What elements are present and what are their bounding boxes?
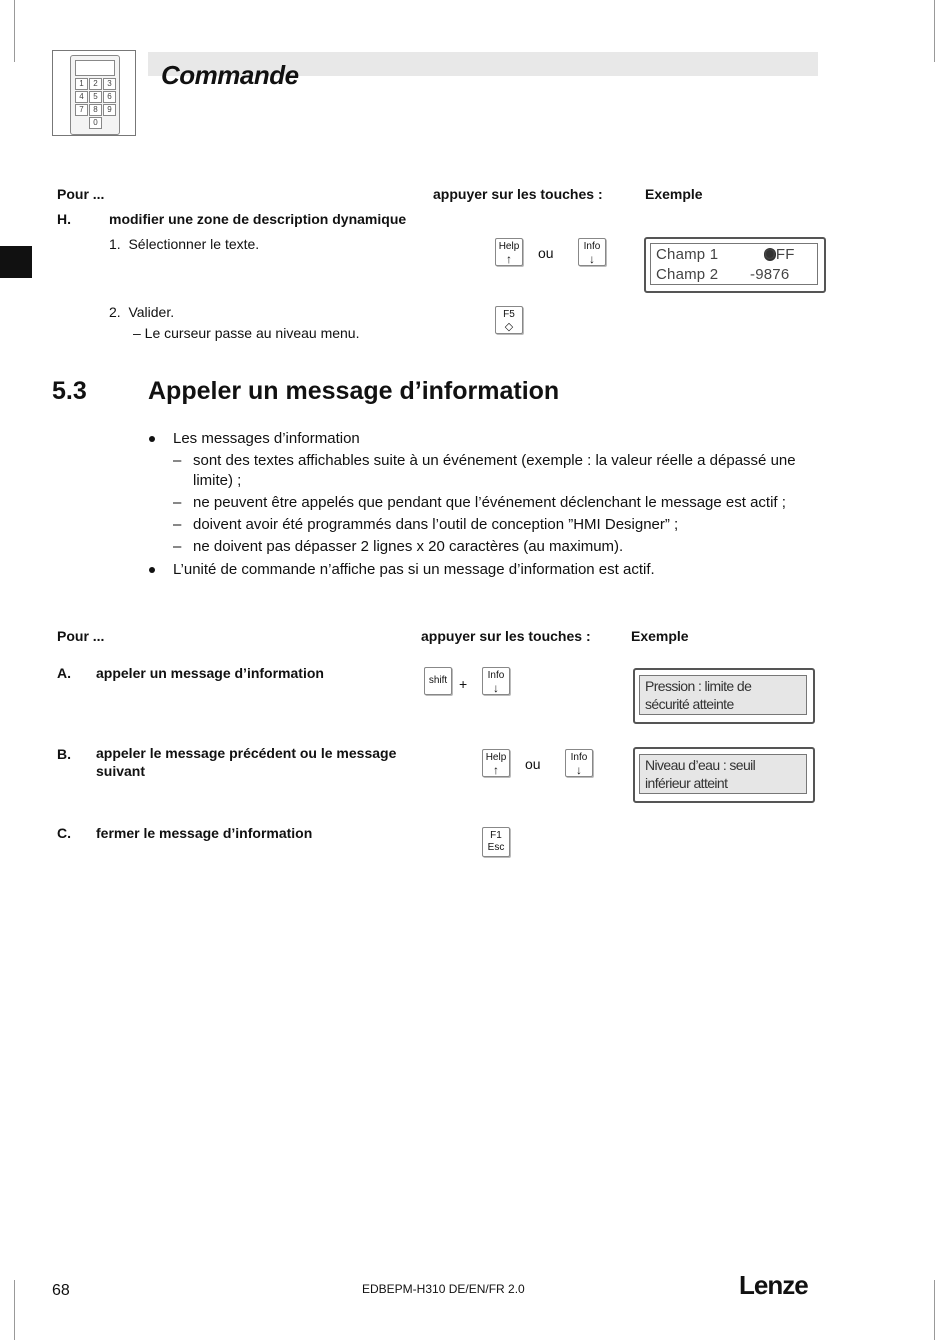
bullet-dot: [149, 436, 155, 442]
keypad-key: 5: [89, 91, 102, 103]
keypad-key: 9: [103, 104, 116, 116]
row-b-text-line2: suivant: [96, 763, 146, 779]
lcd-line2-label: Champ 2: [656, 266, 719, 283]
crop-mark-bottom-left: [14, 1280, 15, 1340]
row-h-title: modifier une zone de description dynamique: [109, 211, 407, 227]
esc-key-label: Esc: [487, 842, 505, 853]
chapter-tab-marker: [0, 246, 32, 278]
help-key[interactable]: [495, 238, 523, 266]
lcd-message-line1: Niveau d’eau : seuil: [645, 757, 756, 773]
f1-esc-key[interactable]: [482, 827, 510, 857]
dash-mark: –: [173, 538, 182, 555]
bullet2-text: L’unité de commande n’affiche pas si un message d’information est actif.: [173, 561, 655, 578]
keypad-key: 2: [89, 78, 102, 90]
f1-key-label: F1: [490, 830, 502, 841]
lcd-display-example-h: [644, 237, 826, 293]
row-b-letter: B.: [57, 746, 71, 762]
bullet-dot: [149, 567, 155, 573]
dash-item-1: sont des textes affichables suite à un événement (exemple : la valeur réelle a dépassé une: [193, 452, 796, 469]
plus-label: +: [459, 676, 468, 692]
dash-item-3: doivent avoir été programmés dans l’outil de conception ”HMI Designer” ;: [193, 516, 679, 533]
lcd-message-line2: sécurité atteinte: [645, 696, 734, 712]
table1-col-keys: appuyer sur les touches :: [433, 186, 603, 202]
page-title: Commande: [161, 60, 299, 90]
or-label: ou: [538, 245, 554, 261]
row-h-step1: 1. Sélectionner le texte.: [109, 236, 260, 252]
row-h-step2-note: – Le curseur passe au niveau menu.: [133, 325, 360, 341]
dash-item-4: ne doivent pas dépasser 2 lignes x 20 caractères (au maximum).: [193, 538, 624, 555]
table2-col-example: Exemple: [631, 628, 689, 644]
f5-key[interactable]: [495, 306, 523, 334]
enter-diamond-icon: ◇: [504, 321, 514, 333]
section-number: 5.3: [52, 377, 87, 405]
dash-mark: –: [173, 516, 182, 533]
info-key[interactable]: [482, 667, 510, 695]
dash-mark: –: [173, 452, 182, 469]
info-key-label: Info: [570, 752, 588, 763]
row-h-letter: H.: [57, 211, 71, 227]
help-key-label: Help: [485, 752, 507, 763]
dash-mark: –: [173, 494, 182, 511]
row-a-letter: A.: [57, 665, 71, 681]
info-key[interactable]: [578, 238, 606, 266]
row-b-text-line1: appeler le message précédent ou le message: [96, 745, 397, 761]
keypad-key: 1: [75, 78, 88, 90]
shift-key[interactable]: [424, 667, 452, 695]
table1-col-pour: Pour ...: [57, 186, 105, 202]
help-key[interactable]: [482, 749, 510, 777]
info-key[interactable]: [565, 749, 593, 777]
f5-key-label: F5: [503, 309, 515, 320]
doc-code: EDBEPM-H310 DE/EN/FR 2.0: [362, 1282, 525, 1296]
arrow-down-icon: ↓: [589, 252, 595, 266]
row-c-letter: C.: [57, 825, 71, 841]
lcd-line2-value: -9876: [750, 266, 790, 283]
section-title: Appeler un message d’information: [148, 377, 560, 405]
keypad-icon: [52, 50, 136, 136]
row-c-text: fermer le message d’information: [96, 825, 313, 841]
crop-mark-bottom-right: [934, 1280, 935, 1340]
arrow-down-icon: ↓: [493, 681, 499, 695]
info-key-label: Info: [583, 241, 601, 252]
row-h-step2: 2. Valider.: [109, 304, 175, 320]
arrow-up-icon: ↑: [506, 252, 512, 266]
lcd-message-line1: Pression : limite de: [645, 678, 752, 694]
lcd-display-example-a: [633, 668, 815, 724]
lcd-message-line2: inférieur atteint: [645, 775, 728, 791]
dash-item-2: ne peuvent être appelés que pendant que l’événement déclenchant le message est actif ;: [193, 494, 786, 511]
keypad-key: 0: [89, 117, 102, 129]
table2-col-keys: appuyer sur les touches :: [421, 628, 591, 644]
crop-mark-top-left: [14, 0, 15, 62]
lcd-display-example-b: [633, 747, 815, 803]
keypad-key: 4: [75, 91, 88, 103]
table1-col-example: Exemple: [645, 186, 703, 202]
arrow-up-icon: ↑: [493, 763, 499, 777]
keypad-key: 6: [103, 91, 116, 103]
lcd-line1-label: Champ 1: [656, 246, 719, 263]
bullet1-text: Les messages d’information: [173, 430, 360, 447]
page-number: 68: [52, 1282, 70, 1299]
help-key-label: Help: [498, 241, 520, 252]
dash-item-1-cont: limite) ;: [193, 472, 242, 489]
lenze-logo: Lenze: [739, 1270, 808, 1300]
row-a-text: appeler un message d’information: [96, 665, 324, 681]
keypad-key: 3: [103, 78, 116, 90]
lcd-line1-value: OFF: [764, 246, 795, 263]
arrow-down-icon: ↓: [576, 763, 582, 777]
table2-col-pour: Pour ...: [57, 628, 105, 644]
crop-mark-top-right: [934, 0, 935, 62]
keypad-key: 7: [75, 104, 88, 116]
info-key-label: Info: [487, 670, 505, 681]
shift-key-label: shift: [428, 675, 448, 686]
keypad-key: 8: [89, 104, 102, 116]
or-label: ou: [525, 756, 541, 772]
